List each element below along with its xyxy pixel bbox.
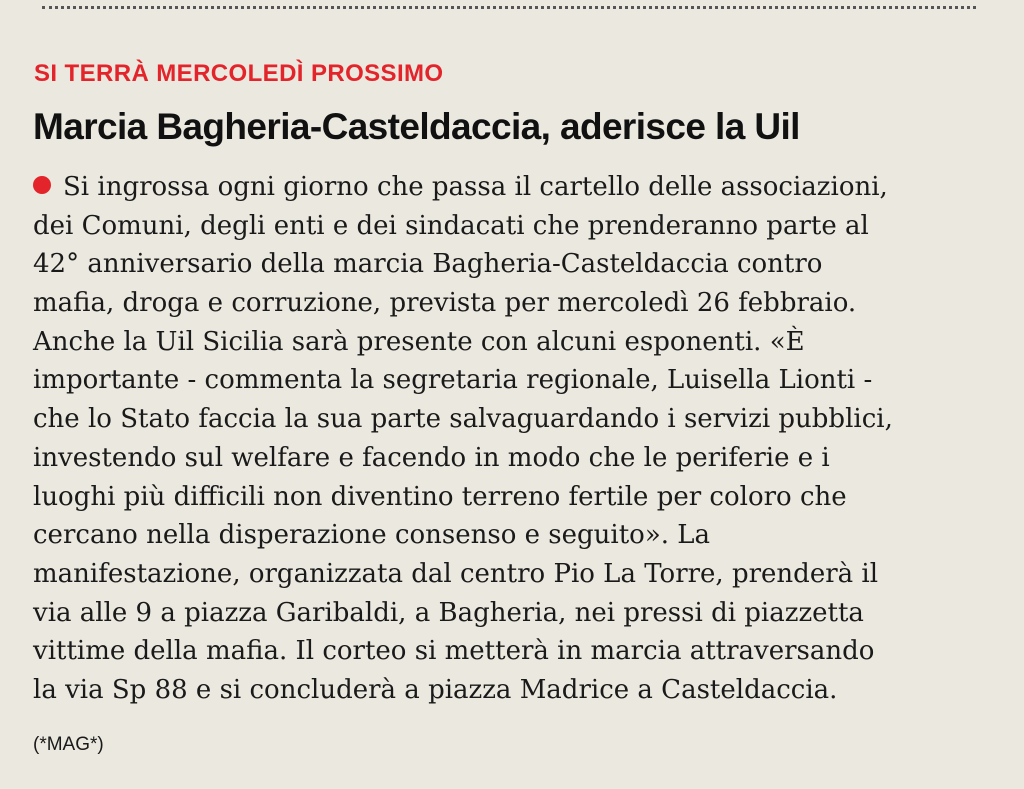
body-line: importante - commenta la segretaria regionale, Luisella Lionti -	[33, 365, 873, 396]
body-line: manifestazione, organizzata dal centro Pio La Torre, prenderà il	[33, 558, 879, 589]
body-line: Si ingrossa ogni giorno che passa il cartello delle associazioni,	[33, 168, 978, 207]
body-line: 42° anniversario della marcia Bagheria-Casteldaccia contro	[33, 249, 823, 280]
article-byline: (*MAG*)	[33, 734, 104, 755]
body-line: investendo sul welfare e facendo in modo che le periferie e i	[33, 442, 830, 473]
body-line: Anche la Uil Sicilia sarà presente con alcuni esponenti. «È	[33, 326, 805, 357]
body-line: via alle 9 a piazza Garibaldi, a Bagheria, nei pressi di piazzetta	[33, 597, 864, 628]
body-line: cercano nella disperazione consenso e seguito». La	[33, 520, 711, 551]
body-line: vittime della mafia. Il corteo si metterà in marcia attraversando	[33, 636, 875, 667]
body-line: dei Comuni, degli enti e dei sindacati che prenderanno parte al	[33, 210, 869, 241]
red-bullet-icon	[33, 176, 51, 194]
body-line: che lo Stato faccia la sua parte salvaguardando i servizi pubblici,	[33, 404, 893, 435]
article-headline: Marcia Bagheria-Casteldaccia, aderisce la Uil	[33, 106, 800, 147]
body-line: luoghi più difficili non diventino terreno fertile per coloro che	[33, 481, 847, 512]
body-line: la via Sp 88 e si concluderà a piazza Madrice a Casteldaccia.	[33, 674, 838, 705]
article-body	[33, 168, 978, 710]
dotted-divider	[42, 6, 976, 9]
body-line: mafia, droga e corruzione, prevista per mercoledì 26 febbraio.	[33, 288, 857, 319]
article-kicker: SI TERRÀ MERCOLEDÌ PROSSIMO	[34, 60, 444, 87]
